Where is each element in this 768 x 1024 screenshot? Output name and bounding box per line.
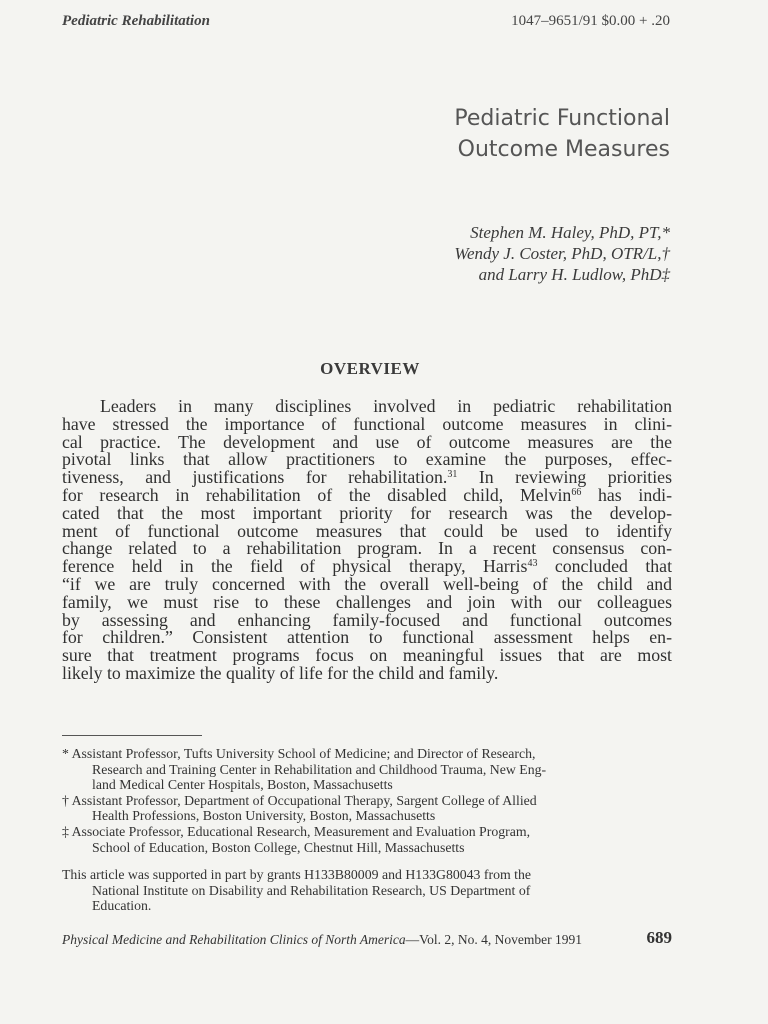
body-text-span: tiveness, and justifications for rehabilitation. <box>62 467 448 488</box>
running-head: Pediatric Rehabilitation <box>62 13 210 29</box>
body-line: sure that treatment programs focus on meaningful issues that are most <box>62 645 672 666</box>
body-text-span: has indi- <box>581 484 672 505</box>
footnote-line: School of Education, Boston College, Chestnut Hill, Massachusetts <box>92 839 465 855</box>
footnote-line: ‡ Associate Professor, Educational Research, Measurement and Evaluation Program, <box>62 823 531 839</box>
body-line: family, we must rise to these challenges and join with our colleagues <box>62 591 672 612</box>
footnote-line: * Assistant Professor, Tufts University School of Medicine; and Director of Research, <box>62 746 536 761</box>
footnotes <box>62 746 674 855</box>
footnote-haley <box>62 746 674 793</box>
footnote-ludlow <box>62 824 674 855</box>
body-line: for children.” Consistent attention to functional assessment helps en- <box>62 627 672 648</box>
funding-line: National Institute on Disability and Rehabilitation Research, US Department of <box>92 882 531 898</box>
body-text-span: concluded that <box>537 556 673 577</box>
funding-note <box>62 867 674 914</box>
body-line: change related to a rehabilitation program. In a recent consensus con- <box>62 538 672 559</box>
body-text-span: In reviewing priorities <box>457 467 672 488</box>
footnote-coster <box>62 793 674 824</box>
footnote-rule <box>62 735 202 736</box>
page-number: 689 <box>646 928 672 947</box>
article-code: 1047–9651/91 $0.00 + .20 <box>511 13 670 29</box>
journal-name: Physical Medicine and Rehabilitation Clinics of North America <box>62 932 406 947</box>
body-line: cal practice. The development and use of outcome measures are the <box>62 431 672 452</box>
overview-paragraph <box>62 398 672 683</box>
body-line: cated that the most important priority for research was the develop- <box>62 502 672 523</box>
body-text-span: ference held in the field of physical therapy, Harris <box>62 556 528 577</box>
reference-31: 31 <box>447 469 458 481</box>
title-line-2: Outcome Measures <box>457 137 670 162</box>
body-text-span: for research in rehabilitation of the disabled child, Melvin <box>62 484 572 505</box>
author-list <box>290 222 670 285</box>
article-title <box>350 103 670 165</box>
journal-citation <box>62 932 582 948</box>
author-3: and Larry H. Ludlow, PhD‡ <box>478 265 670 284</box>
body-line: “if we are truly concerned with the overall well-being of the child and <box>62 573 672 594</box>
footnote-line: Research and Training Center in Rehabilitation and Childhood Trauma, New Eng- <box>92 761 547 777</box>
author-1: Stephen M. Haley, PhD, PT,* <box>470 223 670 242</box>
author-2: Wendy J. Coster, PhD, OTR/L,† <box>454 244 670 263</box>
body-line: pivotal links that allow practitioners to examine the purposes, effec- <box>62 449 672 470</box>
journal-volume: —Vol. 2, No. 4, November 1991 <box>405 932 582 947</box>
title-line-1: Pediatric Functional <box>454 106 670 131</box>
funding-line: This article was supported in part by grants H133B80009 and H133G80043 from the <box>62 867 532 882</box>
body-line: ment of functional outcome measures that could be used to identify <box>62 520 672 541</box>
reference-66: 66 <box>571 486 582 498</box>
footnote-line: † Assistant Professor, Department of Occupational Therapy, Sargent College of Allied <box>62 792 537 808</box>
body-line: likely to maximize the quality of life for the child and family. <box>62 662 499 683</box>
body-line: by assessing and enhancing family-focused and functional outcomes <box>62 609 672 630</box>
reference-43: 43 <box>527 558 538 570</box>
body-line: have stressed the importance of functional outcome measures in clini- <box>62 413 672 434</box>
funding-line: Education. <box>92 898 152 914</box>
footnote-line: Health Professions, Boston University, Boston, Massachusetts <box>92 808 436 824</box>
section-heading: OVERVIEW <box>320 359 420 378</box>
footnote-line: land Medical Center Hospitals, Boston, Massachusetts <box>92 777 393 793</box>
body-line: Leaders in many disciplines involved in pediatric rehabilitation <box>100 396 672 416</box>
